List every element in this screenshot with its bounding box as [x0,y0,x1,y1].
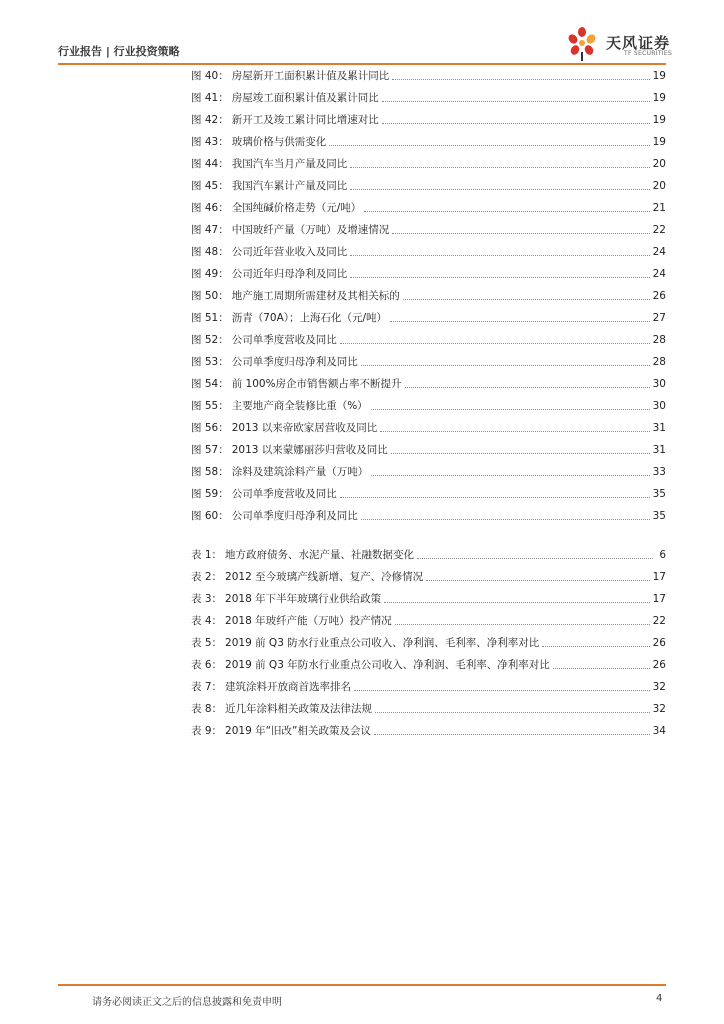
toc-entry-number: 图 58： [191,466,229,478]
toc-entry-page: 19 [652,70,666,82]
toc-entry-number: 图 55： [191,400,229,412]
toc-table-entry[interactable] [191,678,666,694]
toc-entry-page: 19 [652,136,666,148]
toc-entry-page: 24 [652,268,666,280]
toc-figure-entry[interactable] [191,67,666,83]
toc-figure-entry[interactable] [191,89,666,105]
toc-entry-number: 表 8： [191,703,223,715]
toc-figure-entry[interactable] [191,199,666,215]
toc-leader-dots [350,166,649,168]
toc-leader-dots [417,557,653,559]
toc-entry-title: 我国汽车当月产量及同比 [231,158,348,170]
toc-entry-title: 近几年涂料相关政策及法律法规 [225,703,373,715]
toc-leader-dots [392,232,649,234]
toc-entry-number: 图 47： [191,224,229,236]
toc-figure-entry[interactable] [191,243,666,259]
toc-entry-number: 表 6： [191,659,223,671]
footer-disclaimer: 请务必阅读正文之后的信息披露和免责申明 [92,997,282,1008]
toc-entry-number: 图 40： [191,70,229,82]
toc-entry-page: 17 [652,571,666,583]
toc-entry-title: 公司单季度营收及同比 [231,488,337,500]
toc-leader-dots [375,711,650,713]
toc-entry-page: 6 [659,549,666,561]
toc-entry-number: 图 49： [191,268,229,280]
toc-table-entry[interactable] [191,546,666,562]
toc-entry-title: 地方政府债务、水泥产量、社融数据变化 [225,549,415,561]
toc-entry-number: 图 56： [191,422,229,434]
toc-entry-title: 公司单季度营收及同比 [231,334,337,346]
toc-leader-dots [395,623,650,625]
toc-figure-entry[interactable] [191,441,666,457]
logo-chinese-name: 天风证券 [606,34,671,52]
toc-entry-title: 玻璃价格与供需变化 [231,136,327,148]
toc-figure-entry[interactable] [191,309,666,325]
toc-entry-title: 公司近年营业收入及同比 [231,246,348,258]
toc-entry-page: 19 [652,114,666,126]
toc-leader-dots [403,298,650,300]
toc-entry-page: 32 [652,703,666,715]
toc-figure-entry[interactable] [191,133,666,149]
toc-entry-page: 31 [652,444,666,456]
page-number: 4 [656,993,663,1004]
toc-leader-dots [364,210,649,212]
toc-entry-number: 图 60： [191,510,229,522]
toc-entry-page: 30 [652,378,666,390]
toc-table-entry[interactable] [191,590,666,606]
toc-entry-page: 27 [652,312,666,324]
toc-leader-dots [371,474,649,476]
toc-entry-number: 图 42： [191,114,229,126]
toc-entry-page: 20 [652,158,666,170]
toc-leader-dots [329,144,649,146]
toc-entry-number: 图 57： [191,444,229,456]
toc-entry-title: 沥青（70A）；上海石化（元/吨） [231,312,388,324]
toc-figure-entry[interactable] [191,419,666,435]
toc-entry-number: 表 1： [191,549,223,561]
toc-leader-dots [374,733,650,735]
toc-entry-page: 30 [652,400,666,412]
toc-figure-entry[interactable] [191,353,666,369]
toc-figure-entry[interactable] [191,485,666,501]
toc-entry-number: 表 3： [191,593,223,605]
toc-entry-number: 图 50： [191,290,229,302]
toc-entry-page: 22 [652,224,666,236]
toc-entry-number: 表 2： [191,571,223,583]
toc-entry-number: 图 52： [191,334,229,346]
toc-leader-dots [553,667,650,669]
toc-entry-title: 2012 至今玻璃产线新增、复产、冷修情况 [225,571,424,583]
toc-entry-title: 建筑涂料开放商首选率排名 [225,681,352,693]
toc-table-entry[interactable] [191,568,666,584]
toc-leader-dots [392,78,649,80]
toc-leader-dots [340,496,650,498]
toc-table-entry[interactable] [191,634,666,650]
toc-leader-dots [361,518,650,520]
header-divider [58,63,666,65]
toc-figure-entry[interactable] [191,221,666,237]
toc-leader-dots [340,342,650,344]
toc-entry-title: 2019 前 Q3 年防水行业重点公司收入、净利润、毛利率、净利率对比 [225,659,550,671]
toc-leader-dots [382,100,650,102]
toc-figure-entry[interactable] [191,265,666,281]
toc-entry-title: 前 100%房企市销售额占率不断提升 [231,378,402,390]
toc-entry-title: 2019 前 Q3 防水行业重点公司收入、净利润、毛利率、净利率对比 [225,637,540,649]
toc-entry-title: 房屋新开工面积累计值及累计同比 [231,70,390,82]
toc-leader-dots [350,276,649,278]
toc-entry-page: 26 [652,290,666,302]
toc-entry-number: 图 59： [191,488,229,500]
toc-leader-dots [350,188,649,190]
toc-table-entry[interactable] [191,722,666,738]
toc-figure-entry[interactable] [191,507,666,523]
toc-entry-number: 图 51： [191,312,229,324]
toc-entry-page: 24 [652,246,666,258]
toc-entry-page: 17 [652,593,666,605]
toc-entry-page: 19 [652,92,666,104]
toc-entry-title: 公司单季度归母净利及同比 [231,510,358,522]
toc-table-entry[interactable] [191,612,666,628]
toc-entry-title: 主要地产商全装修比重（%） [231,400,368,412]
toc-table-entry[interactable] [191,700,666,716]
toc-entry-page: 28 [652,334,666,346]
toc-entry-number: 表 7： [191,681,223,693]
toc-figure-entry[interactable] [191,463,666,479]
toc-leader-dots [391,452,650,454]
toc-entry-title: 我国汽车累计产量及同比 [231,180,348,192]
toc-entry-page: 31 [652,422,666,434]
toc-entry-page: 32 [652,681,666,693]
logo-english-name: TF SECURITIES [624,50,673,57]
toc-entry-number: 图 48： [191,246,229,258]
toc-entry-number: 图 46： [191,202,229,214]
toc-entry-page: 33 [652,466,666,478]
toc-entry-page: 26 [652,637,666,649]
toc-entry-number: 图 43： [191,136,229,148]
toc-leader-dots [361,364,650,366]
toc-entry-title: 2018 年玻纤产能（万吨）投产情况 [225,615,392,627]
toc-entry-title: 涂料及建筑涂料产量（万吨） [231,466,369,478]
toc-leader-dots [390,320,650,322]
toc-figure-entry[interactable] [191,375,666,391]
toc-figure-entry[interactable] [191,331,666,347]
toc-figure-entry[interactable] [191,111,666,127]
toc-entry-title: 公司单季度归母净利及同比 [231,356,358,368]
toc-leader-dots [426,579,650,581]
toc-table-entry[interactable] [191,656,666,672]
toc-entry-number: 表 4： [191,615,223,627]
flower-logo-icon [566,26,598,62]
toc-entry-page: 35 [652,510,666,522]
toc-entry-number: 表 5： [191,637,223,649]
toc-entry-title: 房屋竣工面积累计值及累计同比 [231,92,379,104]
toc-leader-dots [382,122,650,124]
toc-entry-page: 22 [652,615,666,627]
toc-entry-number: 图 45： [191,180,229,192]
toc-leader-dots [405,386,650,388]
toc-entry-title: 2019 年“旧改”相关政策及会议 [225,725,371,737]
toc-entry-page: 26 [652,659,666,671]
toc-entry-title: 公司近年归母净利及同比 [231,268,348,280]
toc-figure-entry[interactable] [191,397,666,413]
toc-entry-title: 中国玻纤产量（万吨）及增速情况 [231,224,390,236]
toc-figure-entry[interactable] [191,177,666,193]
toc-entry-page: 35 [652,488,666,500]
toc-figure-entry[interactable] [191,287,666,303]
toc-leader-dots [371,408,650,410]
toc-entry-number: 图 53： [191,356,229,368]
toc-entry-number: 图 41： [191,92,229,104]
footer-divider [58,984,666,986]
toc-entry-title: 2013 以来帝欧家居营收及同比 [231,422,378,434]
toc-entry-page: 20 [652,180,666,192]
toc-entry-page: 21 [652,202,666,214]
toc-entry-title: 新开工及竣工累计同比增速对比 [231,114,379,126]
toc-leader-dots [380,430,649,432]
toc-entry-page: 34 [652,725,666,737]
toc-entry-title: 地产施工周期所需建材及其相关标的 [231,290,400,302]
toc-leader-dots [354,689,650,691]
toc-entry-title: 全国纯碱价格走势（元/吨） [231,202,362,214]
company-logo [566,26,686,62]
toc-entry-title: 2018 年下半年玻璃行业供给政策 [225,593,382,605]
report-type-label: 行业报告 | 行业投资策略 [58,45,180,58]
toc-entry-number: 表 9： [191,725,223,737]
toc-entry-title: 2013 以来蒙娜丽莎归营收及同比 [231,444,388,456]
toc-leader-dots [350,254,649,256]
toc-entry-number: 图 54： [191,378,229,390]
toc-figure-entry[interactable] [191,155,666,171]
toc-entry-page: 28 [652,356,666,368]
toc-leader-dots [384,601,650,603]
toc-entry-number: 图 44： [191,158,229,170]
toc-leader-dots [542,645,649,647]
